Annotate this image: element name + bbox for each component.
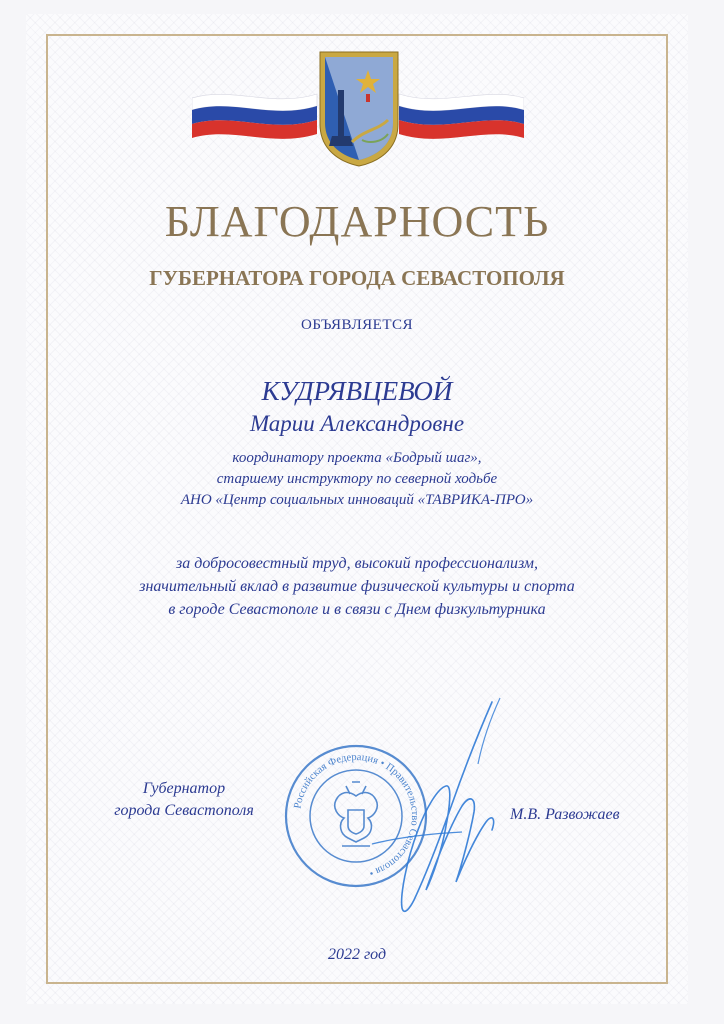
signer-position	[84, 778, 284, 822]
merit-text	[26, 552, 688, 621]
role-line: старшему инструктору по северной ходьбе	[216, 471, 498, 487]
recipient-roles	[26, 448, 688, 511]
certificate-sheet	[26, 14, 688, 1004]
certificate-subtitle: ГУБЕРНАТОРА ГОРОДА СЕВАСТОПОЛЯ	[149, 266, 565, 290]
handwritten-signature-icon	[366, 694, 516, 924]
signer-position-line: Губернатор	[142, 780, 226, 797]
stamp-text: Российская Федерация • Правительство Севастополя •	[292, 751, 421, 879]
merit-line: в городе Севастополе и в связи с Днем физкультурника	[168, 601, 546, 618]
announce-text: ОБЪЯВЛЯЕТСЯ	[300, 317, 414, 333]
recipient-given-names: Марии Александровне	[249, 411, 465, 436]
merit-line: значительный вклад в развитие физической культуры и спорта	[139, 578, 575, 595]
certificate-title: БЛАГОДАРНОСТЬ	[164, 197, 550, 246]
sevastopol-coat-of-arms-icon	[320, 52, 398, 166]
merit-line: за добросовестный труд, высокий профессионализм,	[175, 555, 539, 572]
signer-position-line: города Севастополя	[114, 802, 254, 819]
certificate-year: 2022 год	[327, 946, 387, 963]
flag-and-emblem	[192, 46, 524, 170]
signer-name: М.В. Развожаев	[510, 806, 620, 823]
role-line: АНО «Центр социальных инноваций «ТАВРИКА-ПРО»	[180, 492, 534, 508]
role-line: координатору проекта «Бодрый шаг»,	[232, 450, 482, 466]
recipient-surname: КУДРЯВЦЕВОЙ	[261, 376, 453, 406]
